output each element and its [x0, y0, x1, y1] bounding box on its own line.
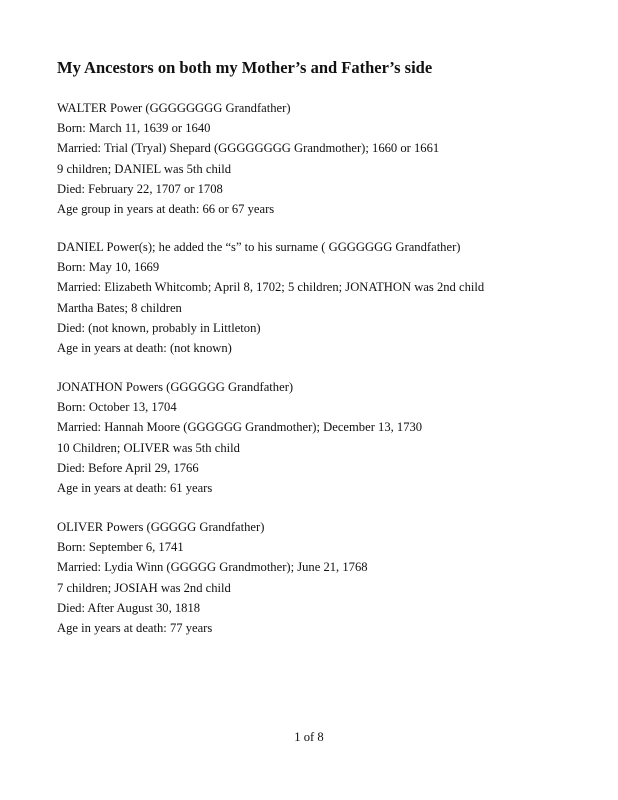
- entry-born-line: Born: March 11, 1639 or 1640: [57, 121, 211, 136]
- entry-children-line: 10 Children; OLIVER was 5th child: [57, 440, 240, 455]
- ancestor-entry-oliver: [57, 517, 597, 638]
- entry-age-line: Age group in years at death: 66 or 67 years: [57, 201, 275, 216]
- page-number: 1 of 8: [294, 730, 324, 744]
- entry-born-line: Born: October 13, 1704: [57, 400, 177, 415]
- entry-age-line: Age in years at death: 77 years: [57, 620, 213, 635]
- entry-children-line: 7 children; JOSIAH was 2nd child: [57, 580, 231, 595]
- entry-name-line: OLIVER Powers (GGGGG Grandfather): [57, 520, 265, 534]
- entry-children-line: 9 children; DANIEL was 5th child: [57, 161, 232, 176]
- entry-born-line: Born: May 10, 1669: [57, 260, 160, 275]
- entry-second-marriage-line: Martha Bates; 8 children: [57, 300, 182, 315]
- ancestor-entry-walter: [57, 98, 597, 219]
- entry-born-line: Born: September 6, 1741: [57, 540, 184, 555]
- entry-died-line: Died: After August 30, 1818: [57, 600, 201, 615]
- entry-married-line: Married: Hannah Moore (GGGGGG Grandmother); December 13, 1730: [57, 420, 423, 435]
- entry-died-line: Died: February 22, 1707 or 1708: [57, 181, 223, 196]
- entry-married-line: Married: Elizabeth Whitcomb; April 8, 1702; 5 children; JONATHON was 2nd child: [57, 280, 485, 295]
- entry-age-line: Age in years at death: (not known): [57, 340, 232, 355]
- entry-name-line: JONATHON Powers (GGGGGG Grandfather): [57, 380, 294, 394]
- entry-married-line: Married: Lydia Winn (GGGGG Grandmother); June 21, 1768: [57, 560, 368, 575]
- entry-name-line: DANIEL Power(s); he added the “s” to his surname ( GGGGGGG Grandfather): [57, 240, 461, 254]
- entry-died-line: Died: Before April 29, 1766: [57, 460, 199, 475]
- ancestor-entry-jonathon: [57, 377, 597, 498]
- page-title: My Ancestors on both my Mother’s and Father’s side: [57, 58, 433, 77]
- ancestor-entry-daniel: [57, 237, 597, 358]
- entry-died-line: Died: (not known, probably in Littleton): [57, 320, 261, 335]
- entry-age-line: Age in years at death: 61 years: [57, 480, 213, 495]
- entry-name-line: WALTER Power (GGGGGGGG Grandfather): [57, 101, 291, 115]
- entry-married-line: Married: Trial (Tryal) Shepard (GGGGGGGG Grandmother); 1660 or 1661: [57, 141, 440, 156]
